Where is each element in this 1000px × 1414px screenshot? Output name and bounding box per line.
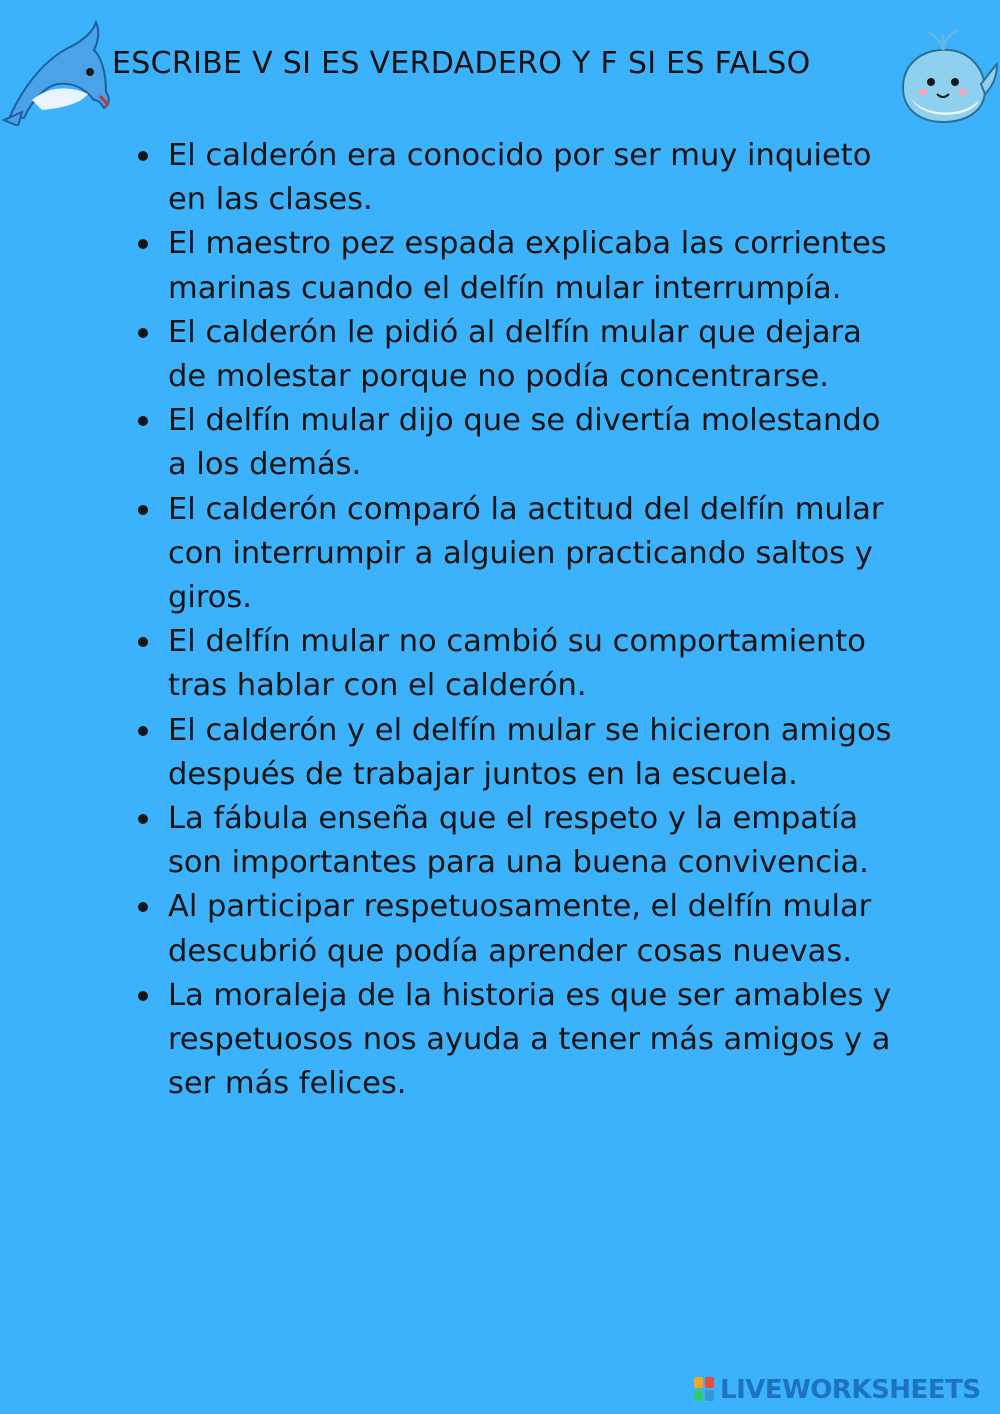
statement-text: Al participar respetuosamente, el delfín mular descubrió que podía aprender cosas nuevas. — [168, 889, 872, 969]
statement-text: La fábula enseña que el respeto y la empatía son importantes para una buena convivencia. — [168, 801, 869, 881]
list-item — [130, 488, 900, 621]
statement-text: El delfín mular no cambió su comportamiento tras hablar con el calderón. — [168, 624, 866, 704]
bullet-icon — [138, 328, 148, 338]
list-item — [130, 974, 900, 1107]
bullet-icon — [138, 902, 148, 912]
liveworksheets-logo-icon — [694, 1377, 716, 1403]
statement-text: El calderón y el delfín mular se hicieron amigos después de trabajar juntos en la escuela. — [168, 712, 892, 792]
bullet-icon — [138, 814, 148, 824]
true-false-statements — [130, 134, 900, 1106]
list-item — [130, 885, 900, 973]
bullet-icon — [138, 637, 148, 647]
statement-text: El maestro pez espada explicaba las corrientes marinas cuando el delfín mular interrumpía. — [168, 226, 887, 306]
list-item — [130, 797, 900, 885]
bullet-icon — [138, 991, 148, 1001]
bullet-icon — [138, 505, 148, 515]
worksheet-header — [0, 0, 1000, 130]
statement-text: El calderón comparó la actitud del delfín mular con interrumpir a alguien practicando saltos y giros. — [168, 491, 884, 616]
list-item — [130, 311, 900, 399]
bullet-icon — [138, 239, 148, 249]
statement-text: El delfín mular dijo que se divertía molestando a los demás. — [168, 403, 881, 483]
statement-text: La moraleja de la historia es que ser amables y respetuosos nos ayuda a tener más amigos y a ser más felices. — [168, 977, 892, 1102]
list-item — [130, 709, 900, 797]
bullet-icon — [138, 151, 148, 161]
bullet-icon — [138, 726, 148, 736]
dolphin-icon — [2, 20, 114, 126]
list-item — [130, 134, 900, 222]
liveworksheets-logo[interactable] — [694, 1374, 994, 1406]
list-item — [130, 399, 900, 487]
page-title: ESCRIBE V SI ES VERDADERO Y F SI ES FALSO — [112, 46, 811, 81]
list-item — [130, 620, 900, 708]
statement-text: El calderón era conocido por ser muy inquieto en las clases. — [168, 138, 872, 218]
bullet-icon — [138, 416, 148, 426]
list-item — [130, 222, 900, 310]
brand-name: LIVEWORKSHEETS — [720, 1375, 981, 1405]
statement-text: El calderón le pidió al delfín mular que dejara de molestar porque no podía concentrarse. — [168, 314, 862, 395]
whale-icon — [893, 24, 999, 126]
